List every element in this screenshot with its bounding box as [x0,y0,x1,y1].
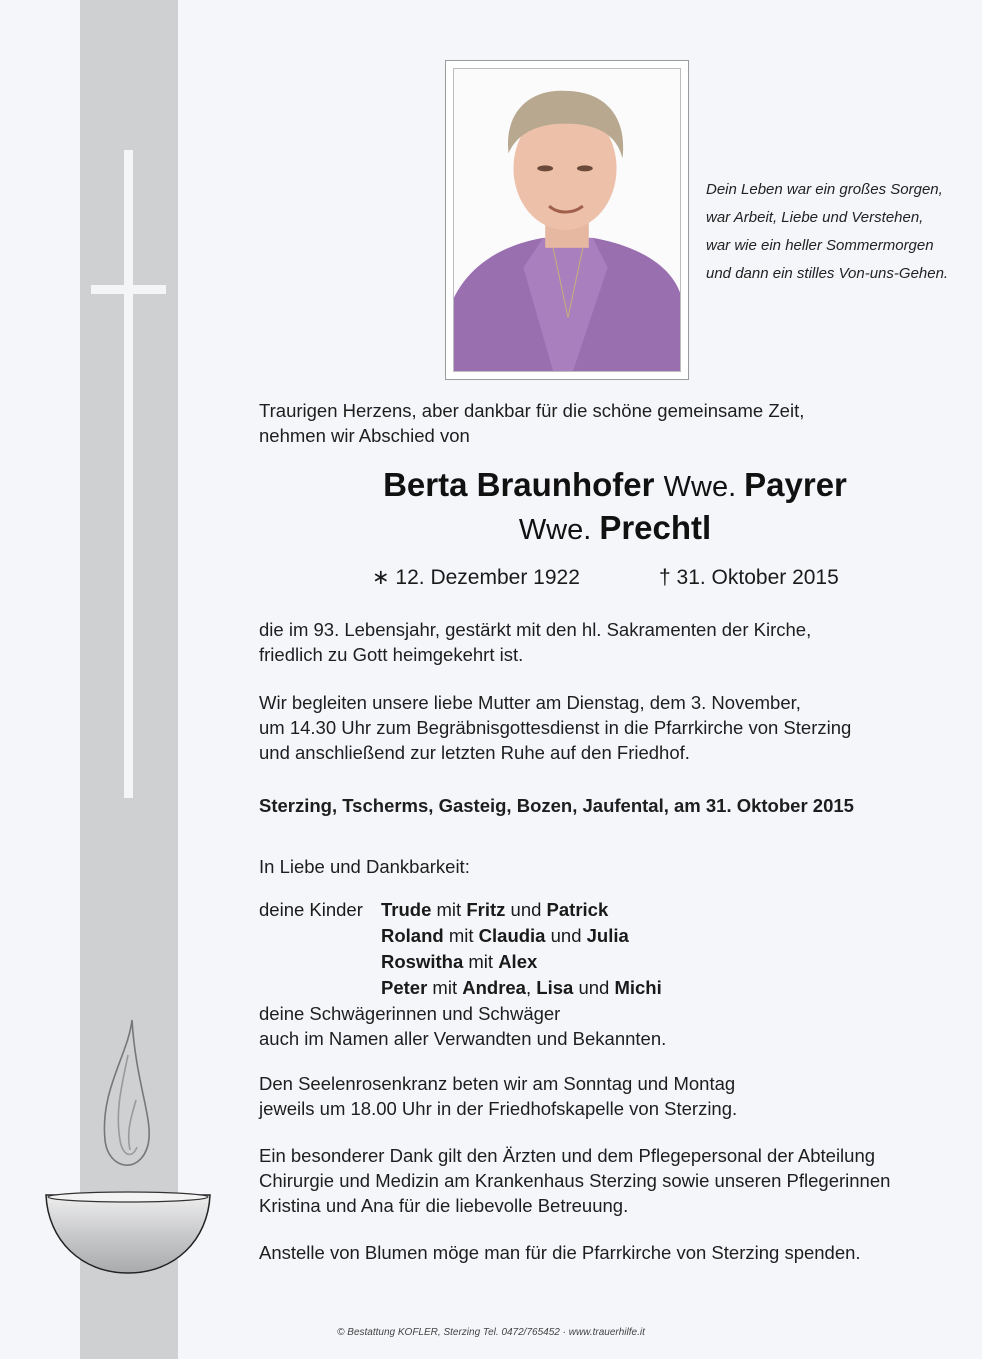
relatives-line: auch im Namen aller Verwandten und Bekannten. [259,1028,667,1049]
poem-line: war wie ein heller Sommermorgen [706,237,934,254]
intro-line: nehmen wir Abschied von [259,425,470,446]
bowl-icon [46,1192,210,1273]
relatives-line: deine Schwägerinnen und Schwäger [259,1003,561,1024]
gratitude-heading: In Liebe und Dankbarkeit: [259,856,470,877]
relatives-text [259,1001,959,1051]
connector: mit [436,899,462,920]
poem-line: und dann ein stilles Von-uns-Gehen. [706,265,949,282]
child-name: Peter [381,977,428,998]
thanks-text [259,1143,959,1218]
passing-line: die im 93. Lebensjahr, gestärkt mit den hl. Sakramenten der Kirche, [259,619,812,640]
deceased-name [260,465,970,507]
rosary-line: jeweils um 18.00 Uhr in der Friedhofskapelle von Sterzing. [259,1098,738,1119]
death-date: † 31. Oktober 2015 [659,566,839,589]
passing-line: friedlich zu Gott heimgekehrt ist. [259,644,524,665]
grandchild-name: Julia [586,925,629,946]
partner-name: Fritz [466,899,506,920]
children-row [259,949,538,975]
portrait-image [454,69,680,371]
child-name: Roswitha [381,951,464,972]
name-surname2: Prechtl [599,509,712,546]
connector: mit [432,977,458,998]
portrait-frame [445,60,689,380]
connector: und [550,925,582,946]
children-row [259,897,609,923]
portrait-photo [453,68,681,372]
name-wwe2: Wwe. [518,514,592,546]
birth-date: ∗ 12. Dezember 1922 [372,566,580,589]
poem [706,176,976,288]
intro [259,398,959,448]
thanks-line: Chirurgie und Medizin am Krankenhaus Sterzing sowie unseren Pflegerinnen [259,1170,891,1191]
place-date: Sterzing, Tscherms, Gasteig, Bozen, Jaufental, am 31. Oktober 2015 [259,795,854,816]
thanks-line: Kristina und Ana für die liebevolle Betreuung. [259,1195,629,1216]
candle-lamp-icon [40,1015,215,1280]
grandchild-name: Patrick [546,899,609,920]
grandchild-name: Andrea [462,977,526,998]
separator: , [525,977,532,998]
connector: mit [448,925,474,946]
children-list [259,897,662,1001]
funeral-line: um 14.30 Uhr zum Begräbnisgottesdienst in die Pfarrkirche von Sterzing [259,717,852,738]
children-prefix: deine Kinder [259,899,363,920]
thanks-line: Ein besonderer Dank gilt den Ärzten und dem Pflegepersonal der Abteilung [259,1145,876,1166]
cross-icon [124,150,133,798]
deceased-name-line2 [260,508,970,550]
connector: und [510,899,542,920]
partner-name: Alex [498,951,538,972]
name-first: Berta Braunhofer [383,466,655,503]
rosary-text [259,1071,959,1121]
funeral-line: Wir begleiten unsere liebe Mutter am Dienstag, dem 3. November, [259,692,801,713]
cross-icon-bar [91,285,166,294]
children-row [259,975,662,1001]
connector: mit [468,951,494,972]
child-name: Trude [381,899,432,920]
candle-flame-icon [104,1020,149,1165]
funeral-line: und anschließend zur letzten Ruhe auf den Friedhof. [259,742,690,763]
name-wwe1: Wwe. [663,471,737,503]
intro-line: Traurigen Herzens, aber dankbar für die schöne gemeinsame Zeit, [259,400,805,421]
children-row [259,923,629,949]
passing-text [259,617,959,667]
child-name: Roland [381,925,444,946]
name-surname1: Payrer [744,466,847,503]
grandchild-name: Michi [614,977,662,998]
grandchild-name: Lisa [536,977,574,998]
poem-line: war Arbeit, Liebe und Verstehen, [706,209,924,226]
footer-credit: © Bestattung KOFLER, Sterzing Tel. 0472/765452 · www.trauerhilfe.it [337,1327,645,1338]
rosary-line: Den Seelenrosenkranz beten wir am Sonntag und Montag [259,1073,736,1094]
flowers-text: Anstelle von Blumen möge man für die Pfarrkirche von Sterzing spenden. [259,1242,861,1263]
poem-line: Dein Leben war ein großes Sorgen, [706,181,943,198]
partner-name: Claudia [478,925,546,946]
connector: und [578,977,610,998]
funeral-text [259,690,959,765]
